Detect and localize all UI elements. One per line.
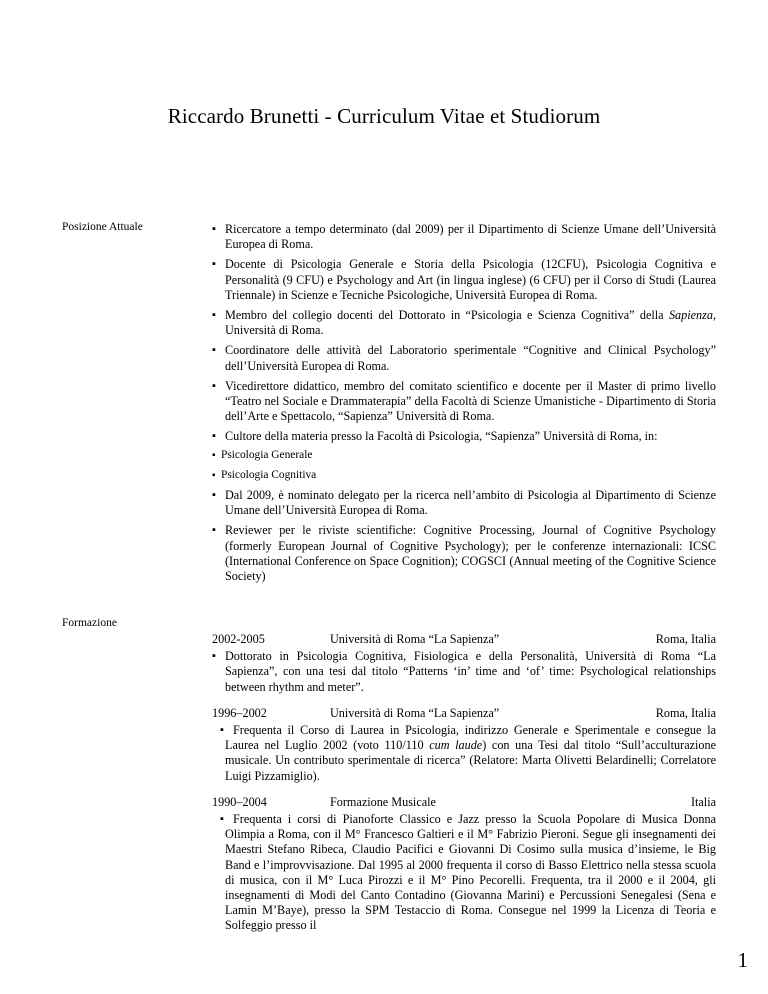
education-institution: Università di Roma “La Sapienza” [330,705,500,720]
document-title: Riccardo Brunetti - Curriculum Vitae et Studiorum [167,104,601,128]
education-years: 1990–2004 [212,794,267,809]
education-place: Roma, Italia [655,705,716,720]
education-place: Italia [690,794,716,809]
education-section [212,632,716,945]
education-entry [212,632,716,695]
subject-item: ▪ Psicologia Generale [212,448,716,463]
education-description: ▪ Frequenta i corsi di Pianoforte Classico e Jazz presso la Scuola Popolare di Musica Donna Olimpia a Roma, con il M° Francesco Galtieri e il M° Fabrizio Pieroni. Segue gli insegnamenti dei Maestri Stefano Ribeca, Claudio Pacifici e Giovanni Di Cosimo sulla musica d’insieme, le Big Band e l’improvvisazione. Dal 1995 al 2000 frequenta il corso di Basso Elettrico nella stessa scuola di musica, con il M° Luca Pirozzi e il M° Pino Pecorelli. Frequenta, tra il 2000 e il 2004, gli insegnamenti di Modi del Canto Contadino (Giovanna Marini) e Percussioni Senegalesi (Sena e Lamin M’Baye), presso la SPM Testaccio di Roma. Consegue nel 1999 la Licenza di Teoria e Solfeggio presso il [212,812,716,934]
education-institution: Formazione Musicale [330,794,436,809]
education-entry [212,795,716,934]
education-years: 2002-2005 [212,632,265,646]
position-item: ▪ Vicedirettore didattico, membro del comitato scientifico e docente per il Master di primo livello “Teatro nel Sociale e Drammaterapia” della Facoltà di Scienze Umanistiche - Dipartimento di Storia dell’Arte e Spettacolo, “Sapienza” Università di Roma. [212,379,716,425]
position-item: ▪ Cultore della materia presso la Facoltà di Psicologia, “Sapienza” Università di Roma, in: ▪ Psicologia Generale ▪ Psicologia Cognitiva [212,429,716,483]
subject-item: ▪ Psicologia Cognitiva [212,468,716,483]
position-item: ▪ Dal 2009, è nominato delegato per la ricerca nell’ambito di Psicologia al Dipartimento di Scienze Umane dell’Università Europea di Roma. [212,488,716,518]
education-entry [212,706,716,784]
education-institution: Università di Roma “La Sapienza” [330,632,500,646]
education-description: ▪ Frequenta il Corso di Laurea in Psicologia, indirizzo Generale e Sperimentale e consegue la Laurea nel Luglio 2002 (voto 110/110 cum laude) con una Tesi dal titolo “Sull’acculturazione musicale. Un contributo sperimentale di ricerca” (Relatore: Marta Olivetti Belardinelli; Correlatore Luigi Pizzamiglio). [212,723,716,784]
position-item: ▪ Membro del collegio docenti del Dottorato in “Psicologia e Scienza Cognitiva” della Sapienza, Università di Roma. [212,308,716,338]
education-description: ▪ Dottorato in Psicologia Cognitiva, Fisiologica e della Personalità, Università di Roma “La Sapienza”, con una tesi dal titolo “Patterns ‘in’ time and ‘of’ time: Psychological relationships between rhythm and meter”. [212,649,716,695]
position-item: ▪ Reviewer per le riviste scientifiche: Cognitive Processing, Journal of Cognitive Psychology (formerly European Journal of Cognitive Psychology); per le conferenze internazionali: ICSC (International Conference on Space Cognition); COGSCI (Annual meeting of the Cognitive Science Society) [212,523,716,584]
education-place: Roma, Italia [655,632,716,646]
position-item: ▪ Coordinatore delle attività del Laboratorio sperimentale “Cognitive and Clinical Psychology” dell’Università Europea di Roma. [212,343,716,373]
education-years: 1996–2002 [212,705,267,720]
section-label-current-position: Posizione Attuale [62,221,143,233]
section-label-education: Formazione [62,617,117,629]
position-item: ▪ Ricercatore a tempo determinato (dal 2009) per il Dipartimento di Scienze Umane dell’Università Europea di Roma. [212,222,716,252]
position-item: ▪ Docente di Psicologia Generale e Storia della Psicologia (12CFU), Psicologia Cognitiva e Personalità (9 CFU) e Psychology and Art (in lingua inglese) (6 CFU) per il Corso di Studi (Laurea Triennale) in Scienze e Tecniche Psicologiche, Università Europea di Roma. [212,257,716,303]
current-position-section [212,222,716,589]
page-number: 1 [737,948,748,972]
